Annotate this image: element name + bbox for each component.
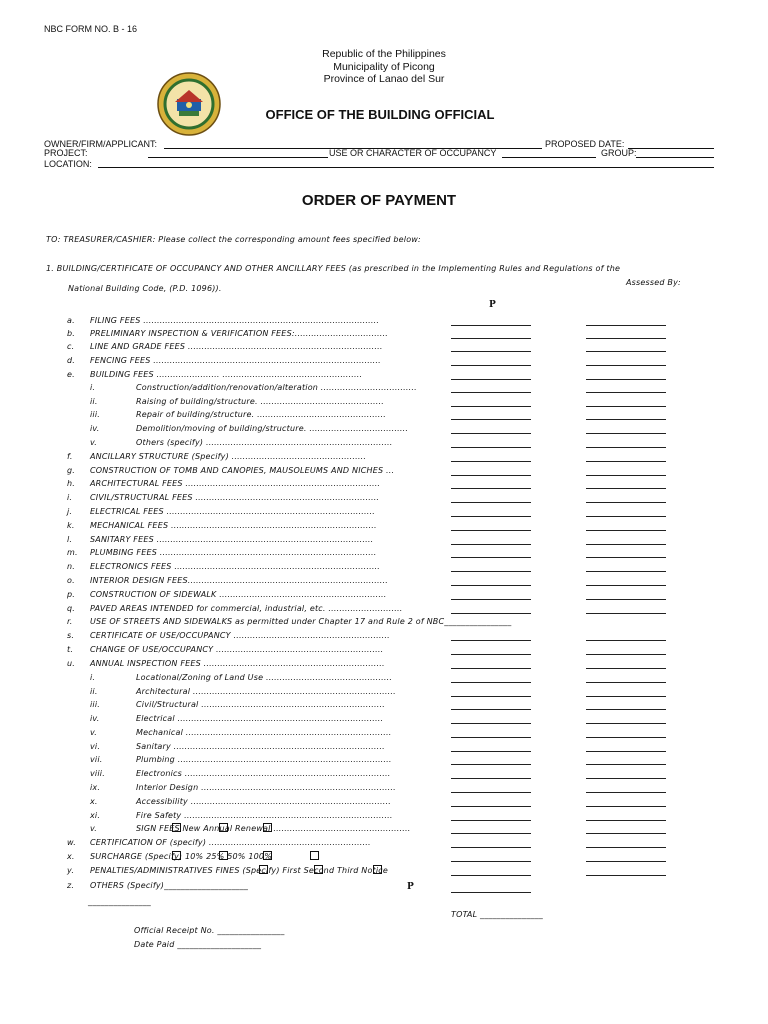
fee-amount-field[interactable]	[451, 585, 531, 586]
fee-item-key: w.	[67, 838, 76, 847]
fee-item-key: f.	[67, 452, 73, 461]
fee-amount-field[interactable]	[451, 325, 531, 326]
to-line: TO: TREASURER/CASHIER: Please collect the corresponding amount fees specified below:	[46, 235, 421, 244]
assessed-by-field[interactable]	[586, 613, 666, 614]
fee-item-key: s.	[67, 631, 75, 640]
fee-amount-field[interactable]	[451, 640, 531, 641]
form-number: NBC FORM NO. B - 16	[44, 24, 138, 34]
assessed-by-field[interactable]	[586, 737, 666, 738]
fee-item-key: iv.	[90, 714, 100, 723]
assessed-by-field[interactable]	[586, 557, 666, 558]
option-checkbox[interactable]	[219, 851, 228, 860]
fee-item-key: xi.	[90, 811, 101, 820]
assessed-by-field[interactable]	[586, 447, 666, 448]
fee-item-key: h.	[67, 479, 76, 488]
fee-item-key: k.	[67, 521, 75, 530]
assessed-by-field[interactable]	[586, 833, 666, 834]
fee-item-label: CERTIFICATE OF USE/OCCUPANCY .........................................................	[90, 631, 390, 640]
fee-item-label: Electronics ...........................................................................	[136, 769, 391, 778]
assessed-by-field[interactable]	[586, 778, 666, 779]
fee-item-label: CONSTRUCTION OF SIDEWALK .............................................................	[90, 590, 387, 599]
assessed-by-field[interactable]	[586, 379, 666, 380]
fee-amount-field[interactable]	[451, 516, 531, 517]
fee-item-key: d.	[67, 356, 76, 365]
fee-item-key: b.	[67, 329, 76, 338]
fee-item-label: INTERIOR DESIGN FEES.........................................................................	[90, 576, 389, 585]
fee-amount-field[interactable]	[451, 654, 531, 655]
fee-amount-field[interactable]	[451, 447, 531, 448]
group-label: GROUP:	[601, 148, 637, 158]
fee-item-key: x.	[67, 852, 75, 861]
fee-amount-field[interactable]	[451, 751, 531, 752]
assessed-by-field[interactable]	[586, 861, 666, 862]
fee-item-key: p.	[67, 590, 76, 599]
fee-item-label: MECHANICAL FEES ...........................................................................	[90, 521, 377, 530]
fee-item-key: ix.	[90, 783, 101, 792]
assessed-by-field[interactable]	[586, 806, 666, 807]
fee-amount-field[interactable]	[451, 737, 531, 738]
fee-item-label: CIVIL/STRUCTURAL FEES ...................................................................	[90, 493, 380, 502]
fee-item-label: SURCHARGE (Specify) 10% 25% 50% 100%	[90, 852, 273, 861]
proposed-date-label: PROPOSED DATE:	[545, 139, 625, 149]
others-extra-blank: _______________	[88, 897, 151, 906]
fee-amount-field[interactable]	[451, 833, 531, 834]
others-amount-field[interactable]	[451, 892, 531, 893]
use-of-occupancy-field[interactable]	[502, 157, 596, 158]
fee-item-label: FILING FEES ......................................................................................	[90, 316, 380, 325]
fee-item-key: m.	[67, 548, 78, 557]
fee-item-label: USE OF STREETS AND SIDEWALKS as permitted under Chapter 17 and Rule 2 of NBC________________	[90, 617, 512, 626]
assessed-by-field[interactable]	[586, 406, 666, 407]
fee-item-key: i.	[90, 673, 96, 682]
fee-item-label: CONSTRUCTION OF TOMB AND CANOPIES, MAUSOLEUMS AND NICHES ...	[90, 466, 395, 475]
fee-item-label: Architectural ..........................................................................	[136, 687, 396, 696]
fee-item-label: Interior Design .......................................................................	[136, 783, 396, 792]
official-receipt-line: Official Receipt No. ________________	[134, 926, 285, 935]
location-label: LOCATION:	[44, 159, 92, 169]
assessed-by-field[interactable]	[586, 682, 666, 683]
fee-item-label: CHANGE OF USE/OCCUPANCY .............................................................	[90, 645, 384, 654]
option-checkbox[interactable]	[172, 823, 181, 832]
fee-amount-field[interactable]	[451, 792, 531, 793]
fee-item-label: Electrical ...........................................................................	[136, 714, 384, 723]
assessed-by-field[interactable]	[586, 475, 666, 476]
section-1-heading-cont: National Building Code, (P.D. 1096)).	[68, 284, 222, 293]
fee-amount-field[interactable]	[451, 764, 531, 765]
option-checkbox[interactable]	[373, 865, 382, 874]
section-1-heading: 1. BUILDING/CERTIFICATE OF OCCUPANCY AND OTHER ANCILLARY FEES (as prescribed in the Implementing Rules and Regulations of the	[46, 264, 621, 273]
group-field[interactable]	[636, 157, 714, 158]
fee-item-label: Others (specify) ....................................................................	[136, 438, 393, 447]
fee-item-label: PAVED AREAS INTENDED for commercial, industrial, etc. ...........................	[90, 604, 403, 613]
use-of-occupancy-label: USE OR CHARACTER OF OCCUPANCY	[329, 148, 497, 158]
fee-amount-field[interactable]	[451, 406, 531, 407]
fee-item-key: q.	[67, 604, 76, 613]
fee-item-label: FENCING FEES ...................................................................................	[90, 356, 381, 365]
fee-item-key: v.	[90, 824, 98, 833]
fee-item-key: j.	[67, 507, 73, 516]
assessed-by-field[interactable]	[586, 419, 666, 420]
assessed-by-field[interactable]	[586, 530, 666, 531]
municipal-seal-logo	[157, 72, 221, 136]
fee-amount-field[interactable]	[451, 488, 531, 489]
fee-item-label: PRELIMINARY INSPECTION & VERIFICATION FEES:..................................	[90, 329, 388, 338]
office-title: OFFICE OF THE BUILDING OFFICIAL	[265, 107, 495, 122]
assessed-by-field[interactable]	[586, 461, 666, 462]
fee-item-label: Fire Safety ............................................................................	[136, 811, 393, 820]
option-checkbox[interactable]	[259, 865, 268, 874]
fee-item-key: ii.	[90, 397, 98, 406]
assessed-by-field[interactable]	[586, 751, 666, 752]
option-checkbox[interactable]	[219, 823, 228, 832]
letterhead-line-3: Province of Lanao del Sur	[323, 73, 445, 85]
fee-item-label: ELECTRONICS FEES ...........................................................................	[90, 562, 381, 571]
fee-item-label: ARCHITECTURAL FEES .......................................................................	[90, 479, 381, 488]
peso-sign-others: P	[407, 882, 414, 892]
fee-item-label: BUILDING FEES ....................... ...................................................	[90, 370, 363, 379]
date-paid-line: Date Paid ____________________	[134, 940, 262, 949]
fee-item-label: Locational/Zoning of Land Use ..............................................	[136, 673, 393, 682]
fee-amount-field[interactable]	[451, 557, 531, 558]
location-field[interactable]	[98, 167, 714, 168]
project-field[interactable]	[148, 157, 328, 158]
option-checkbox[interactable]	[263, 823, 272, 832]
fee-amount-field[interactable]	[451, 351, 531, 352]
fee-item-key: a.	[67, 316, 75, 325]
assessed-by-field[interactable]	[586, 723, 666, 724]
option-checkbox[interactable]	[263, 851, 272, 860]
assessed-by-field[interactable]	[586, 875, 666, 876]
fee-amount-field[interactable]	[451, 723, 531, 724]
option-checkbox[interactable]	[172, 851, 181, 860]
fee-amount-field[interactable]	[451, 475, 531, 476]
assessed-by-field[interactable]	[586, 599, 666, 600]
fee-item-key: i.	[67, 493, 73, 502]
fee-amount-field[interactable]	[451, 861, 531, 862]
assessed-by-field[interactable]	[586, 654, 666, 655]
assessed-by-field[interactable]	[586, 820, 666, 821]
fee-item-key: iii.	[90, 700, 101, 709]
assessed-by-field[interactable]	[586, 764, 666, 765]
letterhead	[0, 48, 768, 86]
assessed-by-field[interactable]	[586, 392, 666, 393]
fee-item-label: PENALTIES/ADMINISTRATIVES FINES (Specify) First Second Third Notice	[90, 866, 389, 875]
fee-item-label: Sanitary .............................................................................	[136, 742, 385, 751]
fee-amount-field[interactable]	[451, 668, 531, 669]
fee-item-key: ii.	[90, 687, 98, 696]
fee-item-label: Construction/addition/renovation/alteration ...................................	[136, 383, 417, 392]
fee-item-label: Demolition/moving of building/structure. ....................................	[136, 424, 409, 433]
assessed-by-field[interactable]	[586, 351, 666, 352]
assessed-by-field[interactable]	[586, 792, 666, 793]
fee-item-key: z.	[67, 881, 75, 890]
fee-item-label: Mechanical ...........................................................................	[136, 728, 392, 737]
fee-item-key: c.	[67, 342, 75, 351]
fee-amount-field[interactable]	[451, 379, 531, 380]
peso-sign: P	[489, 300, 496, 310]
assessed-by-field[interactable]	[586, 488, 666, 489]
assessed-by-field[interactable]	[586, 365, 666, 366]
assessed-by-field[interactable]	[586, 544, 666, 545]
fee-item-key: vi.	[90, 742, 101, 751]
fee-item-label: SIGN FEES New Annual Renewal ..................................................	[136, 824, 411, 833]
fee-amount-field[interactable]	[451, 875, 531, 876]
assessed-by-field[interactable]	[586, 516, 666, 517]
assessed-by-field[interactable]	[586, 847, 666, 848]
fee-amount-field[interactable]	[451, 365, 531, 366]
fee-amount-field[interactable]	[451, 338, 531, 339]
assessed-by-field[interactable]	[586, 585, 666, 586]
assessed-by-label: Assessed By:	[626, 278, 681, 287]
fee-item-label: CERTIFICATION OF (specify) ...........................................................	[90, 838, 371, 847]
fee-amount-field[interactable]	[451, 530, 531, 531]
fee-item-key: iii.	[90, 410, 101, 419]
document-title: ORDER OF PAYMENT	[301, 192, 457, 209]
fee-item-label: Repair of building/structure. ...............................................	[136, 410, 386, 419]
fee-amount-field[interactable]	[451, 820, 531, 821]
fee-item-key: u.	[67, 659, 76, 668]
fee-amount-field[interactable]	[451, 419, 531, 420]
fee-item-key: n.	[67, 562, 76, 571]
assessed-by-field[interactable]	[586, 668, 666, 669]
owner-label: OWNER/FIRM/APPLICANT:	[44, 139, 158, 149]
letterhead-line-1: Republic of the Philippines	[322, 48, 446, 60]
fee-item-label: ANCILLARY STRUCTURE (Specify) .................................................	[90, 452, 367, 461]
fee-amount-field[interactable]	[451, 613, 531, 614]
assessed-by-field[interactable]	[586, 640, 666, 641]
fee-item-label: LINE AND GRADE FEES .......................................................................	[90, 342, 383, 351]
assessed-by-field[interactable]	[586, 325, 666, 326]
fee-item-key: y.	[67, 866, 75, 875]
total-line: TOTAL _______________	[451, 910, 544, 919]
option-checkbox[interactable]	[314, 865, 323, 874]
assessed-by-field[interactable]	[586, 571, 666, 572]
fee-amount-field[interactable]	[451, 571, 531, 572]
fee-item-label: ELECTRICAL FEES ............................................................................	[90, 507, 376, 516]
fee-amount-field[interactable]	[451, 696, 531, 697]
assessed-by-field[interactable]	[586, 433, 666, 434]
project-label: PROJECT:	[44, 148, 88, 158]
fee-amount-field[interactable]	[451, 599, 531, 600]
fee-item-key: i.	[90, 383, 96, 392]
fee-amount-field[interactable]	[451, 682, 531, 683]
assessed-by-field[interactable]	[586, 338, 666, 339]
fee-item-key: x.	[90, 797, 98, 806]
fee-item-key: l.	[67, 535, 73, 544]
fee-item-label: ANNUAL INSPECTION FEES ..................................................................	[90, 659, 385, 668]
letterhead-line-2: Municipality of Picong	[333, 60, 435, 73]
fee-amount-field[interactable]	[451, 806, 531, 807]
fee-item-label: Plumbing ..............................................................................	[136, 755, 392, 764]
fee-item-key: vii.	[90, 755, 103, 764]
proposed-date-field[interactable]	[628, 148, 714, 149]
fee-item-key: iv.	[90, 424, 100, 433]
fee-amount-field[interactable]	[451, 778, 531, 779]
fee-amount-field[interactable]	[451, 461, 531, 462]
fee-amount-field[interactable]	[451, 392, 531, 393]
fee-item-label: OTHERS (Specify)____________________	[90, 881, 249, 890]
fee-item-label: PLUMBING FEES ...............................................................................	[90, 548, 377, 557]
fee-item-key: viii.	[90, 769, 105, 778]
fee-amount-field[interactable]	[451, 709, 531, 710]
fee-item-label: Raising of building/structure. .............................................	[136, 397, 384, 406]
fee-item-key: g.	[67, 466, 76, 475]
fee-item-key: e.	[67, 370, 75, 379]
fee-amount-field[interactable]	[451, 847, 531, 848]
option-checkbox[interactable]	[310, 851, 319, 860]
fee-amount-field[interactable]	[451, 502, 531, 503]
fee-amount-field[interactable]	[451, 544, 531, 545]
fee-item-key: v.	[90, 438, 98, 447]
fee-item-key: r.	[67, 617, 73, 626]
fee-amount-field[interactable]	[451, 433, 531, 434]
fee-item-label: Accessibility .........................................................................	[136, 797, 391, 806]
fee-item-label: SANITARY FEES ...............................................................................	[90, 535, 374, 544]
fee-item-label: Civil/Structural ...................................................................	[136, 700, 385, 709]
fee-item-key: o.	[67, 576, 75, 585]
assessed-by-field[interactable]	[586, 696, 666, 697]
fee-item-key: t.	[67, 645, 74, 654]
assessed-by-field[interactable]	[586, 709, 666, 710]
assessed-by-field[interactable]	[586, 502, 666, 503]
fee-item-key: v.	[90, 728, 98, 737]
